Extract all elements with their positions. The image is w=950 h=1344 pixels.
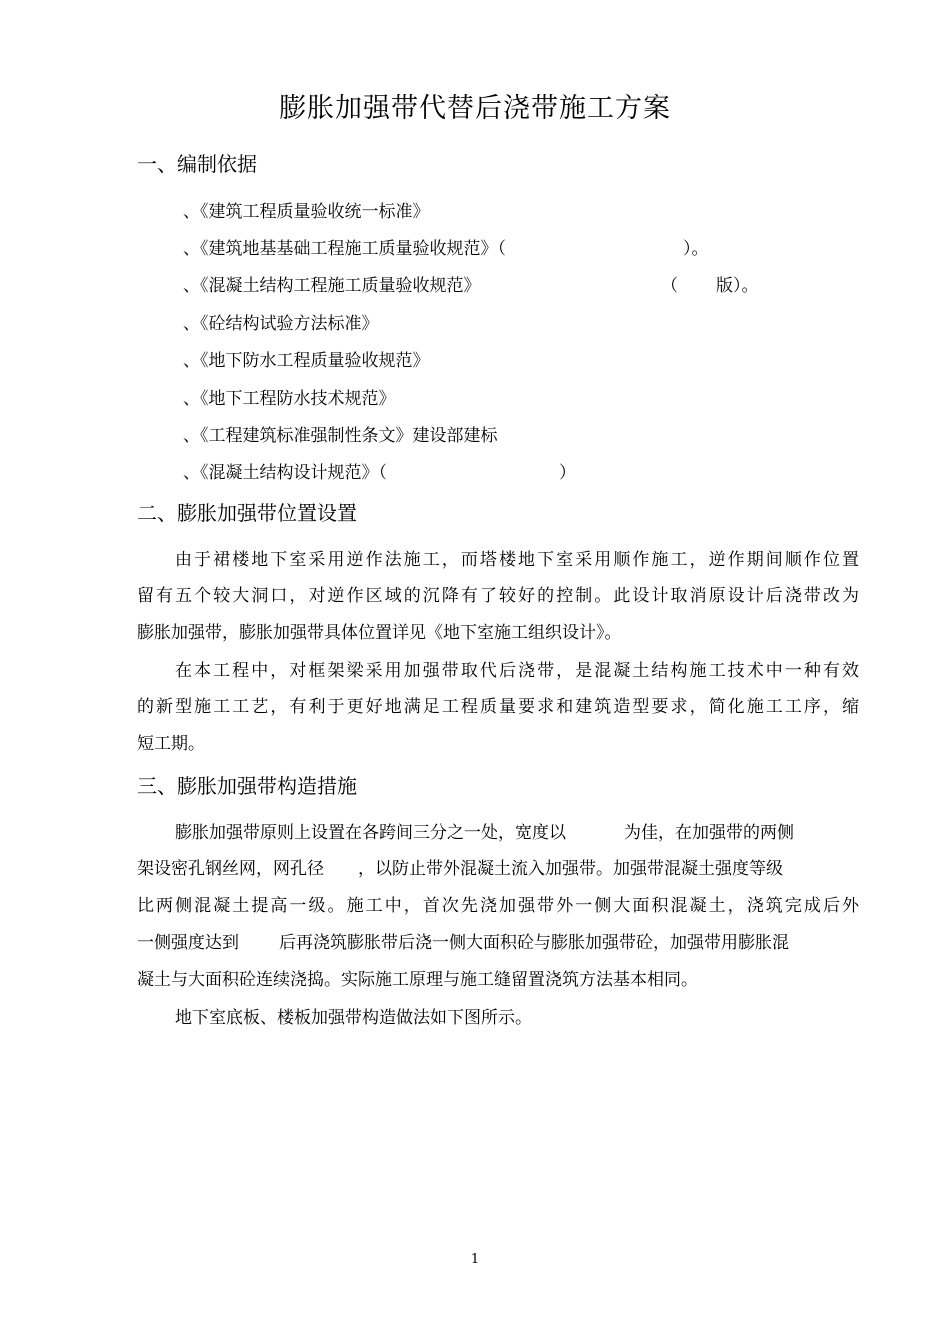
reference-paren-close: ） bbox=[559, 463, 576, 483]
text-run: 后再浇筑膨胀带后浇一侧大面积砼与膨胀加强带砼，加强带用膨胀混 bbox=[279, 933, 789, 953]
paragraph-line: 膨胀加强带，膨胀加强带具体位置详见《地下室施工组织设计》。 bbox=[137, 623, 622, 643]
reference-paren-open: （ bbox=[661, 276, 678, 296]
reference-item bbox=[183, 271, 759, 296]
document-title: 膨胀加强带代替后浇带施工方案 bbox=[279, 93, 671, 124]
text-run: 为佳，在加强带的两侧 bbox=[624, 823, 794, 843]
paragraph-line bbox=[137, 854, 783, 880]
paragraph-line: 短工期。 bbox=[137, 734, 205, 754]
reference-item bbox=[183, 346, 430, 370]
section-heading-location: 二、膨胀加强带位置设置 bbox=[137, 501, 357, 525]
paragraph-line: 地下室底板、楼板加强带构造做法如下图所示。 bbox=[175, 1008, 532, 1028]
reference-item bbox=[183, 421, 498, 445]
reference-paren-close: ）。 bbox=[683, 239, 709, 259]
text-run: 膨胀加强带原则上设置在各跨间三分之一处，宽度以 bbox=[175, 823, 566, 843]
paragraph-line: 由于裙楼地下室采用逆作法施工，而塔楼地下室采用顺作施工，逆作期间顺作位置 bbox=[175, 550, 859, 570]
section-heading-construction: 三、膨胀加强带构造措施 bbox=[137, 774, 357, 798]
section-heading-basis: 一、编制依据 bbox=[137, 152, 257, 176]
reference-text: 、《混凝土结构工程施工质量验收规范》 bbox=[183, 276, 481, 296]
paragraph-line bbox=[137, 928, 789, 954]
paragraph-line: 在本工程中，对框架梁采用加强带取代后浇带，是混凝土结构施工技术中一种有效 bbox=[175, 661, 859, 681]
reference-text: 、《地下工程防水技术规范》 bbox=[183, 389, 396, 409]
reference-text: 、《地下防水工程质量验收规范》 bbox=[183, 351, 430, 371]
reference-item bbox=[183, 384, 396, 408]
reference-text: 、《建筑地基基础工程施工质量验收规范》（ bbox=[183, 239, 506, 259]
reference-item bbox=[183, 458, 576, 483]
reference-text: 、《工程建筑标准强制性条文》建设部建标 bbox=[183, 426, 498, 446]
text-run: 一侧强度达到 bbox=[137, 933, 239, 953]
reference-text: 、《建筑工程质量验收统一标准》 bbox=[183, 202, 430, 222]
reference-text: 、《砼结构试验方法标准》 bbox=[183, 314, 379, 334]
paragraph-line: 凝土与大面积砼连续浇捣。实际施工原理与施工缝留置浇筑方法基本相同。 bbox=[137, 970, 698, 990]
page-number: 1 bbox=[470, 1252, 480, 1267]
reference-text: 、《混凝土结构设计规范》（ bbox=[183, 463, 387, 483]
paragraph-line: 比两侧混凝土提高一级。施工中，首次先浇加强带外一侧大面积混凝土，浇筑完成后外 bbox=[137, 896, 859, 916]
reference-paren-close: 版）。 bbox=[716, 276, 759, 296]
paragraph-line: 留有五个较大洞口，对逆作区域的沉降有了较好的控制。此设计取消原设计后浇带改为 bbox=[137, 586, 859, 606]
reference-item bbox=[183, 234, 709, 259]
reference-item bbox=[183, 309, 379, 333]
paragraph-line bbox=[175, 818, 794, 844]
text-run: 架设密孔钢丝网，网孔径 bbox=[137, 859, 324, 879]
reference-item bbox=[183, 197, 430, 221]
paragraph-line: 的新型施工工艺，有利于更好地满足工程质量要求和建筑造型要求，简化施工工序，缩 bbox=[137, 697, 859, 717]
text-run: ，以防止带外混凝土流入加强带。加强带混凝土强度等级 bbox=[358, 859, 783, 879]
